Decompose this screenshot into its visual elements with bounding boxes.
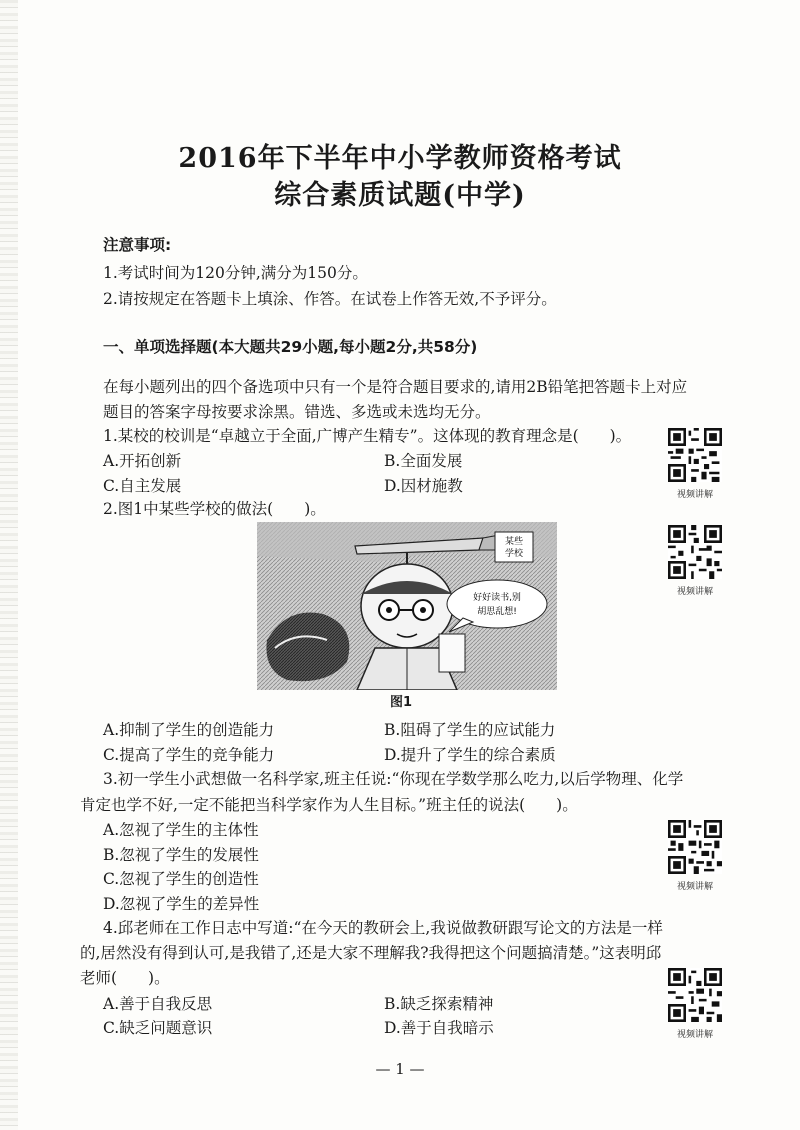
qr-code-icon[interactable] xyxy=(668,968,722,1022)
option: D.提升了学生的综合素质 xyxy=(384,746,556,764)
option: B.全面发展 xyxy=(384,452,463,470)
option: C.提高了学生的竞争能力 xyxy=(103,746,275,764)
section-intro: 在每小题列出的四个备选项中只有一个是符合题目要求的,请用2B铅笔把答题卡上对应 xyxy=(103,378,688,396)
figure-sign-text: 某些 xyxy=(504,537,524,547)
option: C.缺乏问题意识 xyxy=(103,1019,213,1037)
exam-title: 2016年下半年中小学教师资格考试 xyxy=(178,143,622,174)
question-stem: 3.初一学生小武想做一名科学家,班主任说:“你现在学数学那么吃力,以后学物理、化学 xyxy=(103,770,684,788)
option: A.忽视了学生的主体性 xyxy=(103,821,259,839)
notice-item: 1.考试时间为120分钟,满分为150分。 xyxy=(103,264,368,282)
figure-sign-text: 学校 xyxy=(504,549,524,559)
section-intro: 题目的答案字母按要求涂黑。错选、多选或未选均无分。 xyxy=(103,403,491,421)
figure-1-cartoon xyxy=(257,522,557,690)
notice-heading: 注意事项: xyxy=(103,236,172,254)
qr-caption: 视频讲解 xyxy=(676,587,713,597)
figure-bubble-text: 好好读书,别 xyxy=(473,593,521,603)
question-stem: 老师( )。 xyxy=(80,969,170,987)
page-number: — 1 — xyxy=(375,1060,425,1078)
option: A.善于自我反思 xyxy=(103,995,213,1013)
question-stem: 1.某校的校训是“卓越立于全面,广博产生精专”。这体现的教育理念是( )。 xyxy=(103,427,632,445)
figure-bubble-text: 胡思乱想! xyxy=(477,607,517,617)
notice-item: 2.请按规定在答题卡上填涂、作答。在试卷上作答无效,不予评分。 xyxy=(103,290,557,308)
option: D.善于自我暗示 xyxy=(384,1019,494,1037)
option: C.忽视了学生的创造性 xyxy=(103,870,259,888)
question-stem: 2.图1中某些学校的做法( )。 xyxy=(103,500,326,518)
option: D.忽视了学生的差异性 xyxy=(103,895,260,913)
question-stem: 肯定也学不好,一定不能把当科学家作为人生目标。”班主任的说法( )。 xyxy=(80,796,578,814)
qr-code-icon[interactable] xyxy=(668,820,722,874)
qr-caption: 视频讲解 xyxy=(676,490,713,500)
option: B.阻碍了学生的应试能力 xyxy=(384,721,556,739)
option: A.抑制了学生的创造能力 xyxy=(103,721,275,739)
question-stem: 的,居然没有得到认可,是我错了,还是大家不理解我?我得把这个问题搞清楚。”这表明邱 xyxy=(80,944,662,962)
option: C.自主发展 xyxy=(103,477,182,495)
qr-caption: 视频讲解 xyxy=(676,1030,713,1040)
question-stem: 4.邱老师在工作日志中写道:“在今天的教研会上,我说做教研跟写论文的方法是一样 xyxy=(103,919,663,937)
option: A.开拓创新 xyxy=(103,452,182,470)
option: B.缺乏探索精神 xyxy=(384,995,494,1013)
option: D.因材施教 xyxy=(384,477,463,495)
figure-caption: 图1 xyxy=(390,695,413,710)
qr-code-icon[interactable] xyxy=(668,525,722,579)
qr-caption: 视频讲解 xyxy=(676,882,713,892)
option: B.忽视了学生的发展性 xyxy=(103,846,259,864)
qr-code-icon[interactable] xyxy=(668,428,722,482)
section-heading: 一、单项选择题(本大题共29小题,每小题2分,共58分) xyxy=(103,338,478,356)
exam-subtitle: 综合素质试题(中学) xyxy=(274,180,526,211)
